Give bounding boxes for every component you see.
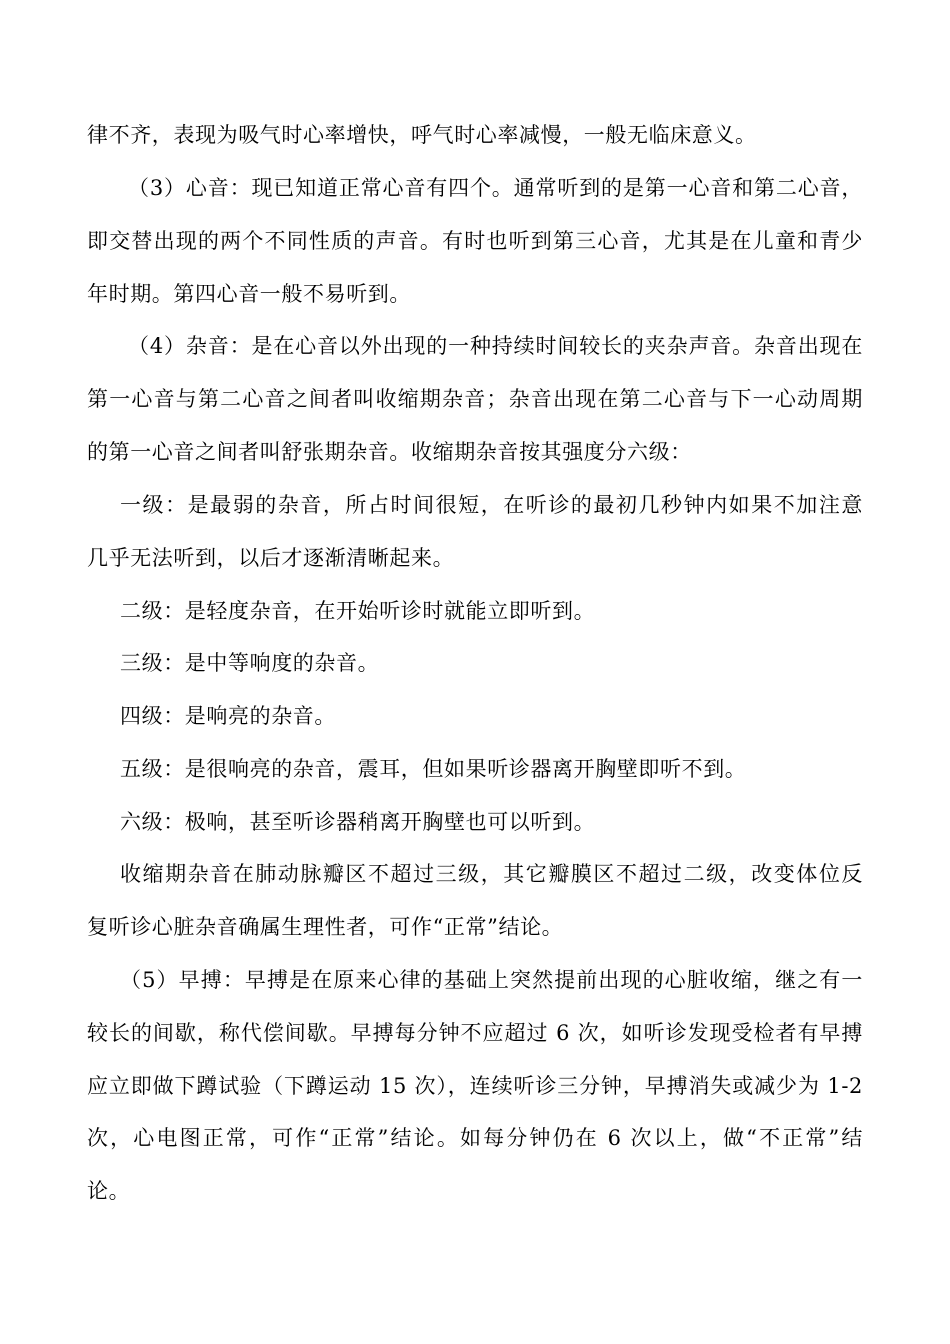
text-line-20: 次，心电图正常，可作“正常”结论。如每分钟仍在 6 次以上，做“不正常”结: [87, 1126, 863, 1150]
text-line-9: 几乎无法听到，以后才逐渐清晰起来。: [87, 546, 455, 570]
text-line-2: （3）心音：现已知道正常心音有四个。通常听到的是第一心音和第二心音，: [128, 176, 863, 200]
text-line-19: 应立即做下蹲试验（下蹲运动 15 次），连续听诊三分钟，早搏消失或减少为 1-2: [87, 1074, 863, 1098]
text-line-16: 复听诊心脏杂音确属生理性者，可作“正常”结论。: [87, 915, 564, 939]
text-line-6: 第一心音与第二心音之间者叫收缩期杂音；杂音出现在第二心音与下一心动周期: [87, 387, 863, 411]
text-line-10: 二级：是轻度杂音，在开始听诊时就能立即听到。: [120, 599, 596, 623]
text-line-13: 五级：是很响亮的杂音，震耳，但如果听诊器离开胸壁即听不到。: [120, 757, 747, 781]
text-line-4: 年时期。第四心音一般不易听到。: [87, 282, 411, 306]
text-line-21: 论。: [87, 1179, 131, 1203]
text-line-1: 律不齐，表现为吸气时心率增快，呼气时心率减慢，一般无临床意义。: [87, 123, 757, 147]
text-line-3: 即交替出现的两个不同性质的声音。有时也听到第三心音，尤其是在儿童和青少: [87, 229, 863, 253]
text-line-15: 收缩期杂音在肺动脉瓣区不超过三级，其它瓣膜区不超过二级，改变体位反: [120, 862, 863, 886]
text-line-5: （4）杂音：是在心音以外出现的一种持续时间较长的夹杂声音。杂音出现在: [128, 334, 863, 358]
text-line-14: 六级：极响，甚至听诊器稍离开胸壁也可以听到。: [120, 810, 596, 834]
text-line-7: 的第一心音之间者叫舒张期杂音。收缩期杂音按其强度分六级：: [87, 440, 692, 464]
text-line-17: （5）早搏：早搏是在原来心律的基础上突然提前出现的心脏收缩，继之有一: [120, 968, 863, 992]
text-line-8: 一级：是最弱的杂音，所占时间很短，在听诊的最初几秒钟内如果不加注意: [120, 493, 863, 517]
text-line-12: 四级：是响亮的杂音。: [120, 704, 336, 728]
text-line-18: 较长的间歇，称代偿间歇。早搏每分钟不应超过 6 次，如听诊发现受检者有早搏: [87, 1021, 863, 1045]
text-line-11: 三级：是中等响度的杂音。: [120, 651, 380, 675]
